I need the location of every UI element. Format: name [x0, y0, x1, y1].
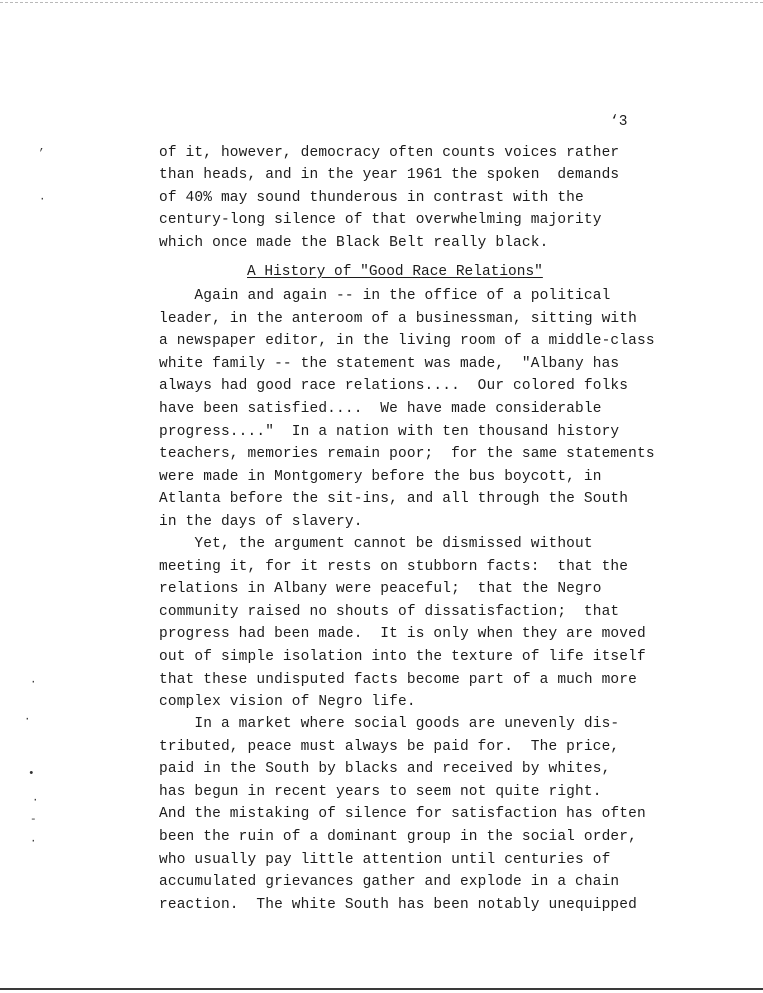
text-line: have been satisfied.... We have made considerable: [159, 401, 602, 417]
text-line: reaction. The white South has been notably unequipped: [159, 896, 637, 913]
text-line: Again and again -- in the office of a political: [159, 288, 611, 304]
scan-speck: -: [30, 814, 37, 826]
page-bottom-edge: [0, 988, 763, 990]
text-line: white family -- the statement was made, "Albany has: [159, 355, 620, 372]
text-line: out of simple isolation into the texture of life itself: [159, 649, 646, 665]
section-heading: A History of "Good Race Relations": [247, 264, 543, 280]
text-line: paid in the South by blacks and received by whites,: [159, 761, 611, 778]
text-line: progress...." In a nation with ten thousand history: [159, 423, 620, 440]
scan-speck: ·: [24, 714, 31, 726]
text-line: that these undisputed facts become part of a much more: [159, 671, 637, 688]
scan-speck: ·: [30, 836, 37, 848]
text-line: In a market where social goods are unevenly dis-: [159, 716, 620, 732]
text-line: century-long silence of that overwhelming majority: [159, 212, 602, 228]
text-line: which once made the Black Belt really black.: [159, 235, 549, 251]
text-line: been the ruin of a dominant group in the social order,: [159, 829, 637, 845]
text-line: tributed, peace must always be paid for. The price,: [159, 738, 620, 755]
text-line: Yet, the argument cannot be dismissed without: [159, 536, 593, 552]
text-line: were made in Montgomery before the bus boycott, in: [159, 468, 602, 485]
text-line: always had good race relations.... Our colored folks: [159, 378, 629, 395]
text-line: complex vision of Negro life.: [159, 694, 416, 711]
text-line: of it, however, democracy often counts voices rather: [159, 145, 620, 161]
page-number: ‘3: [610, 114, 628, 130]
scan-speck: ’: [38, 148, 45, 160]
scan-speck: •: [28, 768, 35, 780]
text-line: Atlanta before the sit-ins, and all through the South: [159, 491, 629, 508]
text-line: And the mistaking of silence for satisfaction has often: [159, 806, 646, 823]
text-line: leader, in the anteroom of a businessman, sitting with: [159, 310, 637, 327]
text-line: in the days of slavery.: [159, 514, 363, 530]
scan-speck: ·: [30, 677, 37, 689]
text-line: than heads, and in the year 1961 the spoken demands: [159, 167, 620, 183]
text-line: accumulated grievances gather and explode in a chain: [159, 874, 620, 891]
text-line: of 40% may sound thunderous in contrast with the: [159, 190, 584, 206]
text-line: who usually pay little attention until centuries of: [159, 851, 611, 868]
text-line: relations in Albany were peaceful; that the Negro: [159, 581, 602, 598]
scan-speck: ·: [32, 795, 39, 807]
text-line: community raised no shouts of dissatisfaction; that: [159, 603, 620, 620]
page-top-edge: [0, 2, 763, 3]
text-line: teachers, memories remain poor; for the same statements: [159, 446, 655, 463]
scan-speck: ·: [39, 194, 46, 206]
text-line: a newspaper editor, in the living room of a middle-class: [159, 333, 655, 350]
text-line: progress had been made. It is only when they are moved: [159, 626, 646, 643]
text-line: has begun in recent years to seem not quite right.: [159, 783, 602, 800]
text-line: meeting it, for it rests on stubborn facts: that the: [159, 558, 629, 575]
